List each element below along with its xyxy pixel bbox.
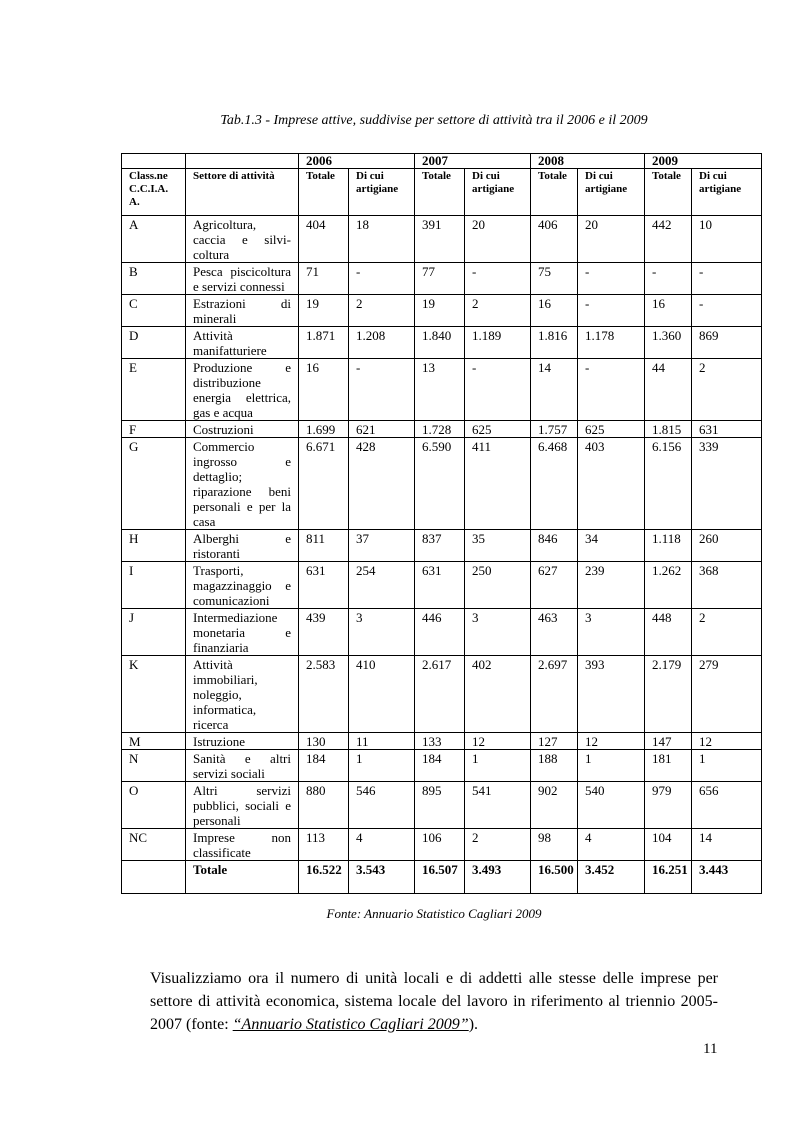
table-row [122,750,762,782]
sector-cell: Intermediazione monetaria e finanziaria [186,609,299,656]
class-code-cell: A [122,216,186,263]
artisan-cell: 14 [692,829,762,861]
sector-cell: Alberghi e ristoranti [186,530,299,562]
total-cell: - [645,263,692,295]
artisan-cell: 2 [692,609,762,656]
total-header: Totale [415,169,465,216]
artisan-cell: - [578,359,645,421]
total-cell: 16.500 [531,861,578,894]
total-cell: 184 [299,750,349,782]
artisan-cell: - [692,263,762,295]
total-cell: 448 [645,609,692,656]
artisan-cell: 1.208 [349,327,415,359]
artisan-cell: 541 [465,782,531,829]
artisan-cell: 621 [349,421,415,438]
class-code-cell: H [122,530,186,562]
class-code-cell: K [122,656,186,733]
total-cell: 106 [415,829,465,861]
artisan-cell: 3 [349,609,415,656]
artisan-cell: 393 [578,656,645,733]
total-cell: 2.179 [645,656,692,733]
total-cell: 16.507 [415,861,465,894]
class-code-cell: NC [122,829,186,861]
sector-header: Settore di attività [186,169,299,216]
total-cell: 837 [415,530,465,562]
table-row [122,733,762,750]
total-cell: 439 [299,609,349,656]
sector-cell: Altri servizi pubblici, sociali e personali [186,782,299,829]
artisan-header: Di cui artigiane [692,169,762,216]
artisan-cell: 2 [692,359,762,421]
artisan-cell: - [578,263,645,295]
class-header: Class.ne C.C.I.A. A. [122,169,186,216]
total-cell: 880 [299,782,349,829]
artisan-cell: 540 [578,782,645,829]
class-code-cell: F [122,421,186,438]
total-cell: 188 [531,750,578,782]
year-header: 2009 [645,154,762,169]
sector-cell: Costruzioni [186,421,299,438]
artisan-cell: 1 [578,750,645,782]
artisan-cell: 411 [465,438,531,530]
sector-cell: Pesca piscicoltura e servizi connessi [186,263,299,295]
class-code-cell: O [122,782,186,829]
table-row [122,656,762,733]
class-code-cell: G [122,438,186,530]
artisan-cell: 3.452 [578,861,645,894]
total-cell: 1.816 [531,327,578,359]
total-cell: 98 [531,829,578,861]
total-cell: 181 [645,750,692,782]
artisan-cell: - [349,263,415,295]
total-cell: 2.617 [415,656,465,733]
body-paragraph [150,967,718,1036]
sector-cell: Commercio ingrosso e dettaglio; riparazione beni personali e per la casa [186,438,299,530]
sector-cell: Produzione e distribuzione energia elettrica, gas e acqua [186,359,299,421]
artisan-cell: 1.189 [465,327,531,359]
total-header: Totale [531,169,578,216]
artisan-cell: - [349,359,415,421]
table-row [122,263,762,295]
artisan-cell: - [578,295,645,327]
total-cell: 631 [415,562,465,609]
artisan-cell: 625 [578,421,645,438]
artisan-cell: 368 [692,562,762,609]
total-header: Totale [299,169,349,216]
sector-cell: Attività manifatturiere [186,327,299,359]
artisan-cell: 631 [692,421,762,438]
total-cell: 6.468 [531,438,578,530]
artisan-cell: - [465,359,531,421]
class-code-cell: I [122,562,186,609]
sector-cell: Totale [186,861,299,894]
total-cell: 1.262 [645,562,692,609]
artisan-header: Di cui artigiane [349,169,415,216]
total-cell: 1.699 [299,421,349,438]
total-cell: 1.360 [645,327,692,359]
class-code-cell: E [122,359,186,421]
total-cell: 13 [415,359,465,421]
total-cell: 127 [531,733,578,750]
artisan-cell: 2 [349,295,415,327]
artisan-header: Di cui artigiane [578,169,645,216]
total-cell: 1.118 [645,530,692,562]
total-cell: 104 [645,829,692,861]
artisan-cell: 20 [465,216,531,263]
artisan-cell: 12 [578,733,645,750]
artisan-cell: 1 [465,750,531,782]
table-row [122,421,762,438]
total-cell: 902 [531,782,578,829]
artisan-cell: 410 [349,656,415,733]
artisan-cell: - [465,263,531,295]
enterprises-table [121,153,762,894]
total-cell: 627 [531,562,578,609]
artisan-cell: 3.443 [692,861,762,894]
total-cell: 16 [299,359,349,421]
total-cell: 19 [299,295,349,327]
table-row [122,782,762,829]
total-cell: 463 [531,609,578,656]
year-header: 2006 [299,154,415,169]
artisan-cell: 403 [578,438,645,530]
total-cell: 442 [645,216,692,263]
column-header-row [122,169,762,216]
table-caption: Tab.1.3 - Imprese attive, suddivise per settore di attività tra il 2006 e il 2009 [220,113,648,128]
paragraph-tail: ). [468,1016,479,1033]
artisan-header: Di cui artigiane [465,169,531,216]
artisan-cell: 869 [692,327,762,359]
total-cell: 130 [299,733,349,750]
artisan-cell: 1.178 [578,327,645,359]
artisan-cell: 11 [349,733,415,750]
class-code-cell: N [122,750,186,782]
artisan-cell: 3.543 [349,861,415,894]
total-cell: 16.522 [299,861,349,894]
artisan-cell: 254 [349,562,415,609]
table-row [122,562,762,609]
sector-cell: Agricoltura, caccia e silvi-coltura [186,216,299,263]
total-cell: 406 [531,216,578,263]
artisan-cell: 4 [349,829,415,861]
artisan-cell: 34 [578,530,645,562]
total-cell: 133 [415,733,465,750]
total-cell: 1.840 [415,327,465,359]
empty-cell [122,154,186,169]
artisan-cell: 428 [349,438,415,530]
total-row [122,861,762,894]
year-header-row [122,154,762,169]
year-header: 2008 [531,154,645,169]
artisan-cell: 4 [578,829,645,861]
empty-cell [186,154,299,169]
total-cell: 19 [415,295,465,327]
table-row [122,359,762,421]
total-cell: 2.583 [299,656,349,733]
artisan-cell: 2 [465,295,531,327]
artisan-cell: 20 [578,216,645,263]
sector-cell: Sanità e altri servizi sociali [186,750,299,782]
artisan-cell: 2 [465,829,531,861]
table-row [122,295,762,327]
artisan-cell: 625 [465,421,531,438]
table-source: Fonte: Annuario Statistico Cagliari 2009 [326,906,542,921]
class-code-cell: M [122,733,186,750]
total-cell: 6.156 [645,438,692,530]
sector-cell: Attività immobiliari, noleggio, informatica, ricerca [186,656,299,733]
artisan-cell: 546 [349,782,415,829]
total-cell: 979 [645,782,692,829]
total-cell: 811 [299,530,349,562]
total-cell: 1.871 [299,327,349,359]
total-cell: 75 [531,263,578,295]
artisan-cell: 279 [692,656,762,733]
artisan-cell: 10 [692,216,762,263]
table-row [122,530,762,562]
total-cell: 391 [415,216,465,263]
total-cell: 895 [415,782,465,829]
artisan-cell: 37 [349,530,415,562]
table-row [122,438,762,530]
total-cell: 2.697 [531,656,578,733]
total-cell: 1.757 [531,421,578,438]
total-cell: 1.728 [415,421,465,438]
total-cell: 113 [299,829,349,861]
sector-cell: Istruzione [186,733,299,750]
artisan-cell: 260 [692,530,762,562]
total-cell: 1.815 [645,421,692,438]
artisan-cell: 3 [465,609,531,656]
total-cell: 446 [415,609,465,656]
total-cell: 6.590 [415,438,465,530]
artisan-cell: 1 [349,750,415,782]
artisan-cell: 18 [349,216,415,263]
total-cell: 631 [299,562,349,609]
total-cell: 44 [645,359,692,421]
total-cell: 184 [415,750,465,782]
total-cell: 404 [299,216,349,263]
artisan-cell: 35 [465,530,531,562]
artisan-cell: 339 [692,438,762,530]
paragraph-text: Visualizziamo ora il numero di unità locali e di addetti alle stesse delle imprese per settore di attività economica, sistema locale del lavoro in riferimento al triennio 2005-2007 (fonte: [150,970,718,1033]
class-code-cell: D [122,327,186,359]
artisan-cell: - [692,295,762,327]
artisan-cell: 656 [692,782,762,829]
artisan-cell: 1 [692,750,762,782]
total-cell: 846 [531,530,578,562]
artisan-cell: 3.493 [465,861,531,894]
total-cell: 147 [645,733,692,750]
table-row [122,216,762,263]
class-code-cell: B [122,263,186,295]
class-code-cell: J [122,609,186,656]
artisan-cell: 12 [465,733,531,750]
artisan-cell: 3 [578,609,645,656]
total-cell: 71 [299,263,349,295]
artisan-cell: 12 [692,733,762,750]
class-code-cell: C [122,295,186,327]
total-cell: 16 [645,295,692,327]
table-row [122,609,762,656]
source-title: “Annuario Statistico Cagliari 2009” [232,1016,469,1033]
class-code-cell [122,861,186,894]
artisan-cell: 402 [465,656,531,733]
total-cell: 16.251 [645,861,692,894]
sector-cell: Imprese non classificate [186,829,299,861]
artisan-cell: 250 [465,562,531,609]
total-header: Totale [645,169,692,216]
sector-cell: Estrazioni di minerali [186,295,299,327]
table-row [122,829,762,861]
artisan-cell: 239 [578,562,645,609]
sector-cell: Trasporti, magazzinaggio e comunicazioni [186,562,299,609]
table-row [122,327,762,359]
page-number: 11 [703,1041,718,1057]
total-cell: 16 [531,295,578,327]
total-cell: 14 [531,359,578,421]
total-cell: 77 [415,263,465,295]
total-cell: 6.671 [299,438,349,530]
year-header: 2007 [415,154,531,169]
